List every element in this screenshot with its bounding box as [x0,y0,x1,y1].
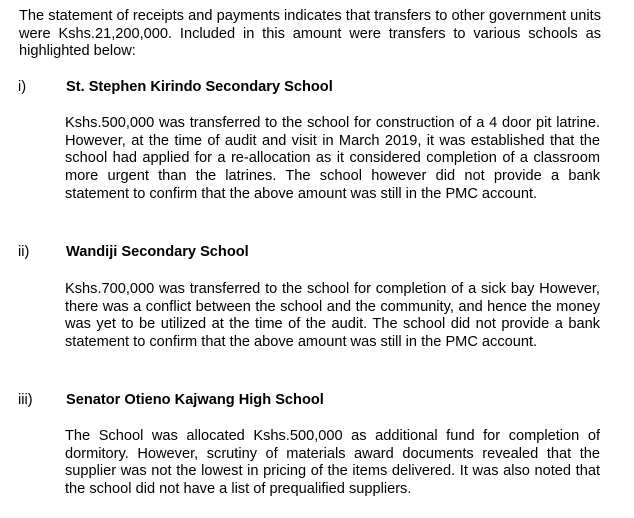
item-1-paragraph: Kshs.500,000 was transferred to the school for construction of a 4 door pit latrine. However, at the time of audit and visit in March 2019, it was established that the school had applied for a re-allocation as it considered completion of a classroom more urgent than the latrines. The school however did not provide a bank statement to confirm that the above amount was still in the PMC account. [65,115,600,202]
item-2-heading: Wandiji Secondary School [66,244,249,260]
item-1-heading: St. Stephen Kirindo Secondary School [66,79,333,95]
item-3-numeral: iii) [18,392,33,408]
item-3-paragraph: The School was allocated Kshs.500,000 as additional fund for completion of dormitory. However, scrutiny of materials award documents revealed that the supplier was not the lowest in pricing of the items delivered. It was also noted that the school did not have a list of prequalified suppliers. [65,428,600,498]
item-2-paragraph: Kshs.700,000 was transferred to the school for completion of a sick bay However, there was a conflict between the school and the community, and hence the money was yet to be utilized at the time of the audit. The school did not provide a bank statement to confirm that the above amount was still in the PMC account. [65,281,600,351]
item-2-numeral: ii) [18,244,30,260]
item-1-numeral: i) [18,79,27,95]
item-3-heading: Senator Otieno Kajwang High School [66,392,324,408]
intro-paragraph: The statement of receipts and payments indicates that transfers to other government units were Kshs.21,200,000. Included in this amount were transfers to various schools as highlighted below: [19,8,601,60]
